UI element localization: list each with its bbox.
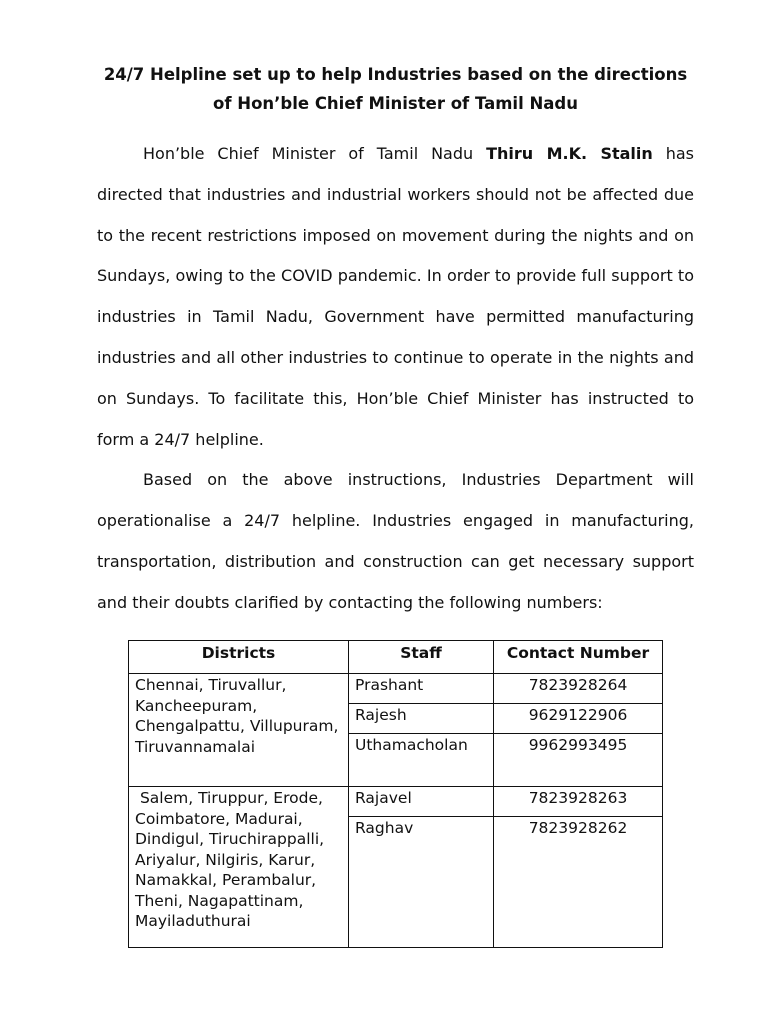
contact-cell	[494, 674, 663, 787]
districts-cell	[129, 674, 349, 787]
contact-number: 7823928263	[494, 787, 662, 817]
contact-number: 7823928262	[528, 819, 628, 837]
paragraph-2: Based on the above instructions, Industries Department will operationalise a 24/7 helpline. Industries engaged in manufacturing, transportation, distribution and construction can get necessary support and their doubts clarified by contacting the following numbers:	[97, 470, 694, 612]
document-page	[97, 60, 694, 624]
header-contact-number: Contact Number	[494, 641, 663, 674]
minister-name: Thiru M.K. Stalin	[486, 144, 653, 163]
table-row	[129, 787, 663, 948]
helpline-table	[128, 640, 663, 948]
staff-name: Uthamacholan	[355, 736, 468, 754]
staff-name: Prashant	[349, 674, 493, 704]
paragraph-1-prefix: Hon’ble Chief Minister of Tamil Nadu	[143, 144, 487, 163]
districts-list: Chennai, Tiruvallur, Kancheepuram, Chengalpattu, Villupuram, Tiruvannamalai	[135, 676, 339, 756]
contact-cell	[494, 787, 663, 948]
paragraph-1-rest: has directed that industries and industrial workers should not be affected due to the recent restrictions imposed on movement during the nights and on Sundays, owing to the COVID pandemic. In order to provide full support to industries in Tamil Nadu, Government have permitted manufacturing industries and all other industries to continue to operate in the nights and on Sundays. To facilitate this, Hon’ble Chief Minister has instructed to form a 24/7 helpline.	[97, 144, 694, 449]
title-line-2: of Hon’ble Chief Minister of Tamil Nadu	[213, 94, 578, 113]
districts-cell	[129, 787, 349, 948]
districts-list: Salem, Tiruppur, Erode, Coimbatore, Madurai, Dindigul, Tiruchirappalli, Ariyalur, Nilgiris, Karur, Namakkal, Perambalur, Theni, Nagapattinam, Mayiladuthurai	[135, 789, 330, 930]
table-row	[129, 674, 663, 787]
contact-number: 9629122906	[494, 704, 662, 734]
staff-name: Raghav	[355, 819, 414, 837]
contact-number: 9962993495	[528, 736, 628, 754]
staff-name: Rajesh	[349, 704, 493, 734]
staff-cell	[349, 787, 494, 948]
paragraph-1	[97, 134, 694, 460]
table-header-row	[129, 641, 663, 674]
header-staff: Staff	[349, 641, 494, 674]
staff-name: Rajavel	[349, 787, 493, 817]
contact-number: 7823928264	[494, 674, 662, 704]
title-line-1: 24/7 Helpline set up to help Industries based on the directions	[103, 65, 688, 84]
staff-cell	[349, 674, 494, 787]
document-title	[97, 60, 694, 118]
header-districts: Districts	[129, 641, 349, 674]
